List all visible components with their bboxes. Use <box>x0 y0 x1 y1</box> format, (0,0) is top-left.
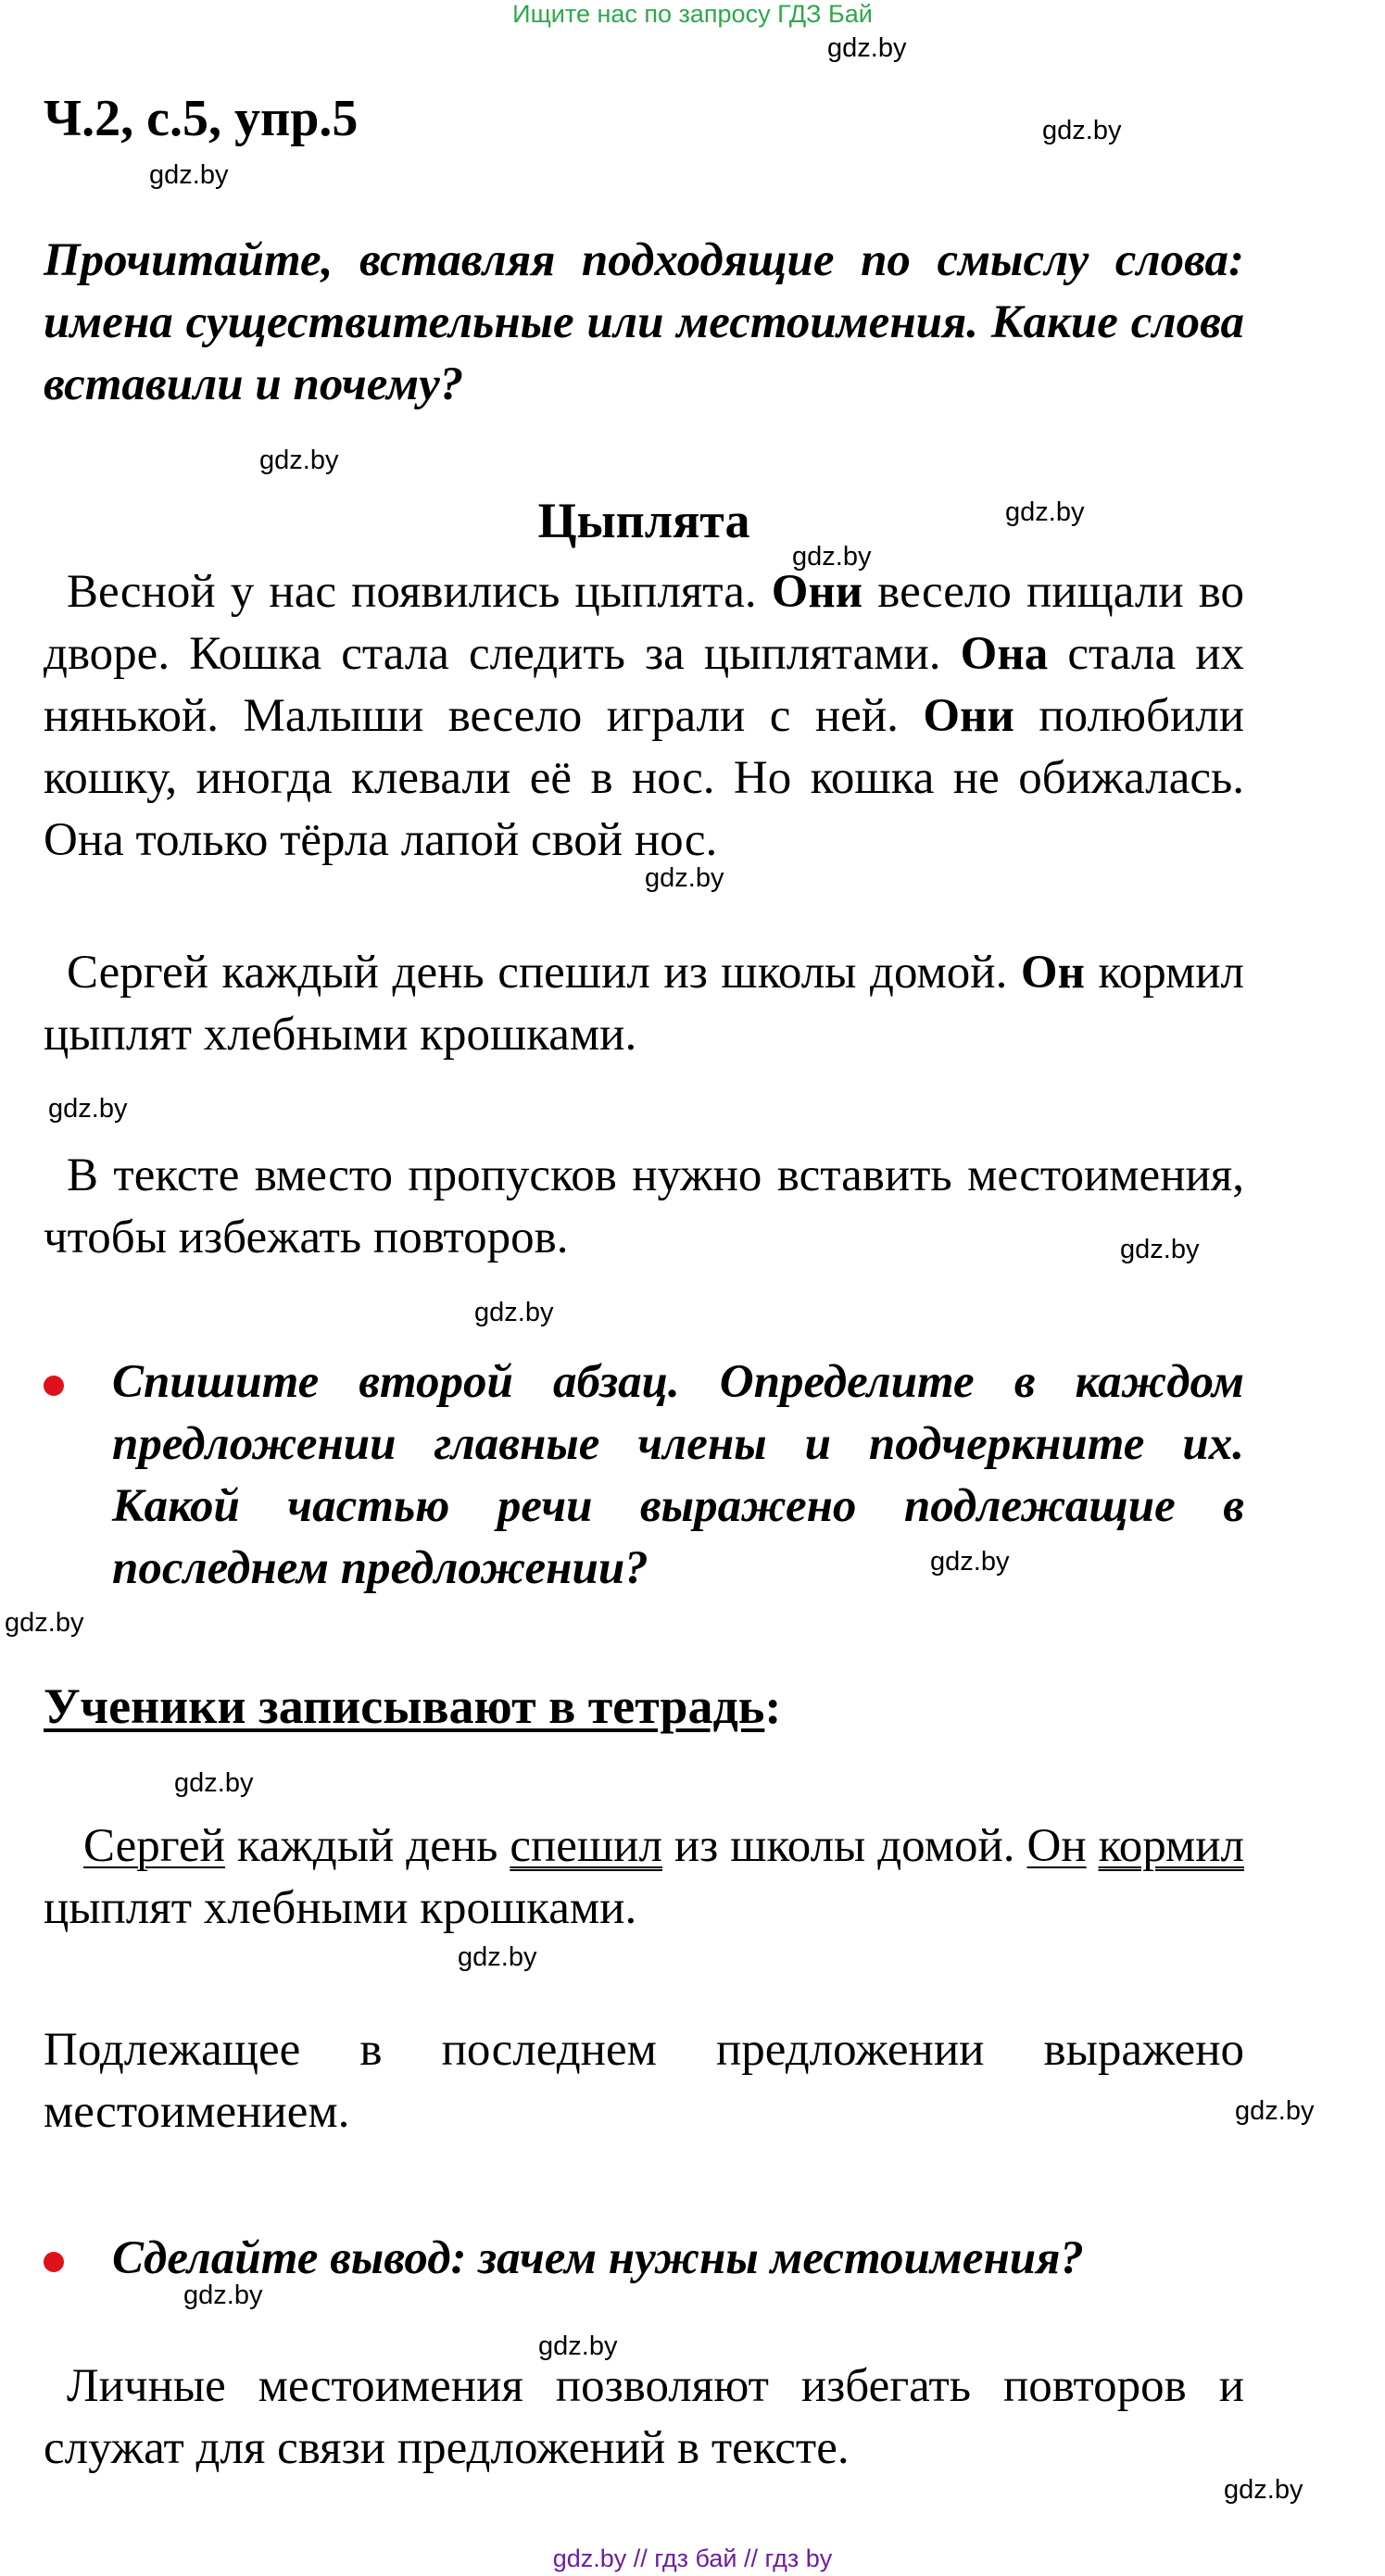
watermark: gdz.by <box>5 1608 84 1638</box>
answer-2-text: Подлежащее в последнем предложении выражено местоимением. <box>44 2024 1244 2138</box>
task-3-instruction <box>112 2228 1244 2290</box>
answer-2 <box>44 2019 1244 2143</box>
subject-underlined: Сергей <box>83 1820 225 1872</box>
story-p2-text: Сергей каждый день спешил из школы домой. Он кормил цыплят хлебными крошками. <box>44 947 1244 1061</box>
watermark: gdz.by <box>174 1768 254 1798</box>
answer-1-text: В тексте вместо пропусков нужно вставить местоимения, чтобы избежать повторов. <box>44 1150 1244 1263</box>
notebook-heading: Ученики записывают в тетрадь: <box>44 1678 782 1734</box>
watermark: gdz.by <box>645 863 724 893</box>
watermark: gdz.by <box>458 1942 537 1972</box>
watermark: gdz.by <box>474 1298 554 1327</box>
watermark: gdz.by <box>792 542 872 572</box>
top-banner[interactable]: Ищите нас по запросу ГДЗ Бай <box>512 0 873 28</box>
watermark: gdz.by <box>827 33 907 63</box>
watermark: gdz.by <box>1224 2475 1303 2505</box>
story-paragraph-1 <box>44 561 1244 872</box>
task-3-text: Сделайте вывод: зачем нужны местоимения? <box>112 2232 1084 2284</box>
subject-underlined: Он <box>1026 1820 1087 1872</box>
watermark: gdz.by <box>48 1094 128 1124</box>
task-2-instruction <box>112 1351 1244 1600</box>
watermark: gdz.by <box>149 160 229 190</box>
watermark: gdz.by <box>1042 116 1122 145</box>
page-heading: Ч.2, с.5, упр.5 <box>44 90 359 147</box>
bullet-dot <box>44 2252 64 2272</box>
footer-links[interactable]: gdz.by // гдз бай // гдз by <box>552 2545 833 2572</box>
watermark: gdz.by <box>930 1547 1010 1577</box>
watermark: gdz.by <box>1005 497 1085 527</box>
predicate-underlined: спешил <box>510 1820 662 1872</box>
answer-1 <box>44 1145 1244 1269</box>
answer-3-text: Личные местоимения позволяют избегать повторов и служат для связи предложений в тексте. <box>44 2360 1244 2474</box>
task-1-instruction <box>44 230 1244 416</box>
watermark: gdz.by <box>1120 1235 1200 1264</box>
watermark: gdz.by <box>1235 2096 1315 2126</box>
story-title: Цыплята <box>537 493 750 548</box>
watermark: gdz.by <box>538 2331 618 2361</box>
watermark: gdz.by <box>259 446 339 475</box>
predicate-underlined: кормил <box>1098 1820 1244 1872</box>
watermark: gdz.by <box>183 2281 263 2310</box>
story-p1-text: Весной у нас появились цыплята. Они весело пищали во дворе. Кошка стала следить за цыплятами. Она стала их нянькой. Малыши весело играли с ней. Они полюбили кошку, иногда клевали её в нос. Но кошка не обижалась. Она только тёрла лапой свой нос. <box>44 566 1244 866</box>
bullet-dot <box>44 1376 64 1396</box>
story-paragraph-2 <box>44 942 1244 1066</box>
answer-3 <box>44 2356 1244 2480</box>
notebook-paragraph <box>44 1816 1244 1940</box>
notebook-text: Сергей каждый день спешил из школы домой. Он кормил цыплят хлебными крошками. <box>44 1820 1244 1934</box>
task-2-text: Спишите второй абзац. Определите в каждом предложении главные члены и подчеркните их. Какой частью речи выражено подлежащие в последнем предложении? <box>112 1356 1244 1594</box>
task-1-text: Прочитайте, вставляя подходящие по смыслу слова: имена существительные или местоимения. Какие слова вставили и почему? <box>44 234 1244 410</box>
